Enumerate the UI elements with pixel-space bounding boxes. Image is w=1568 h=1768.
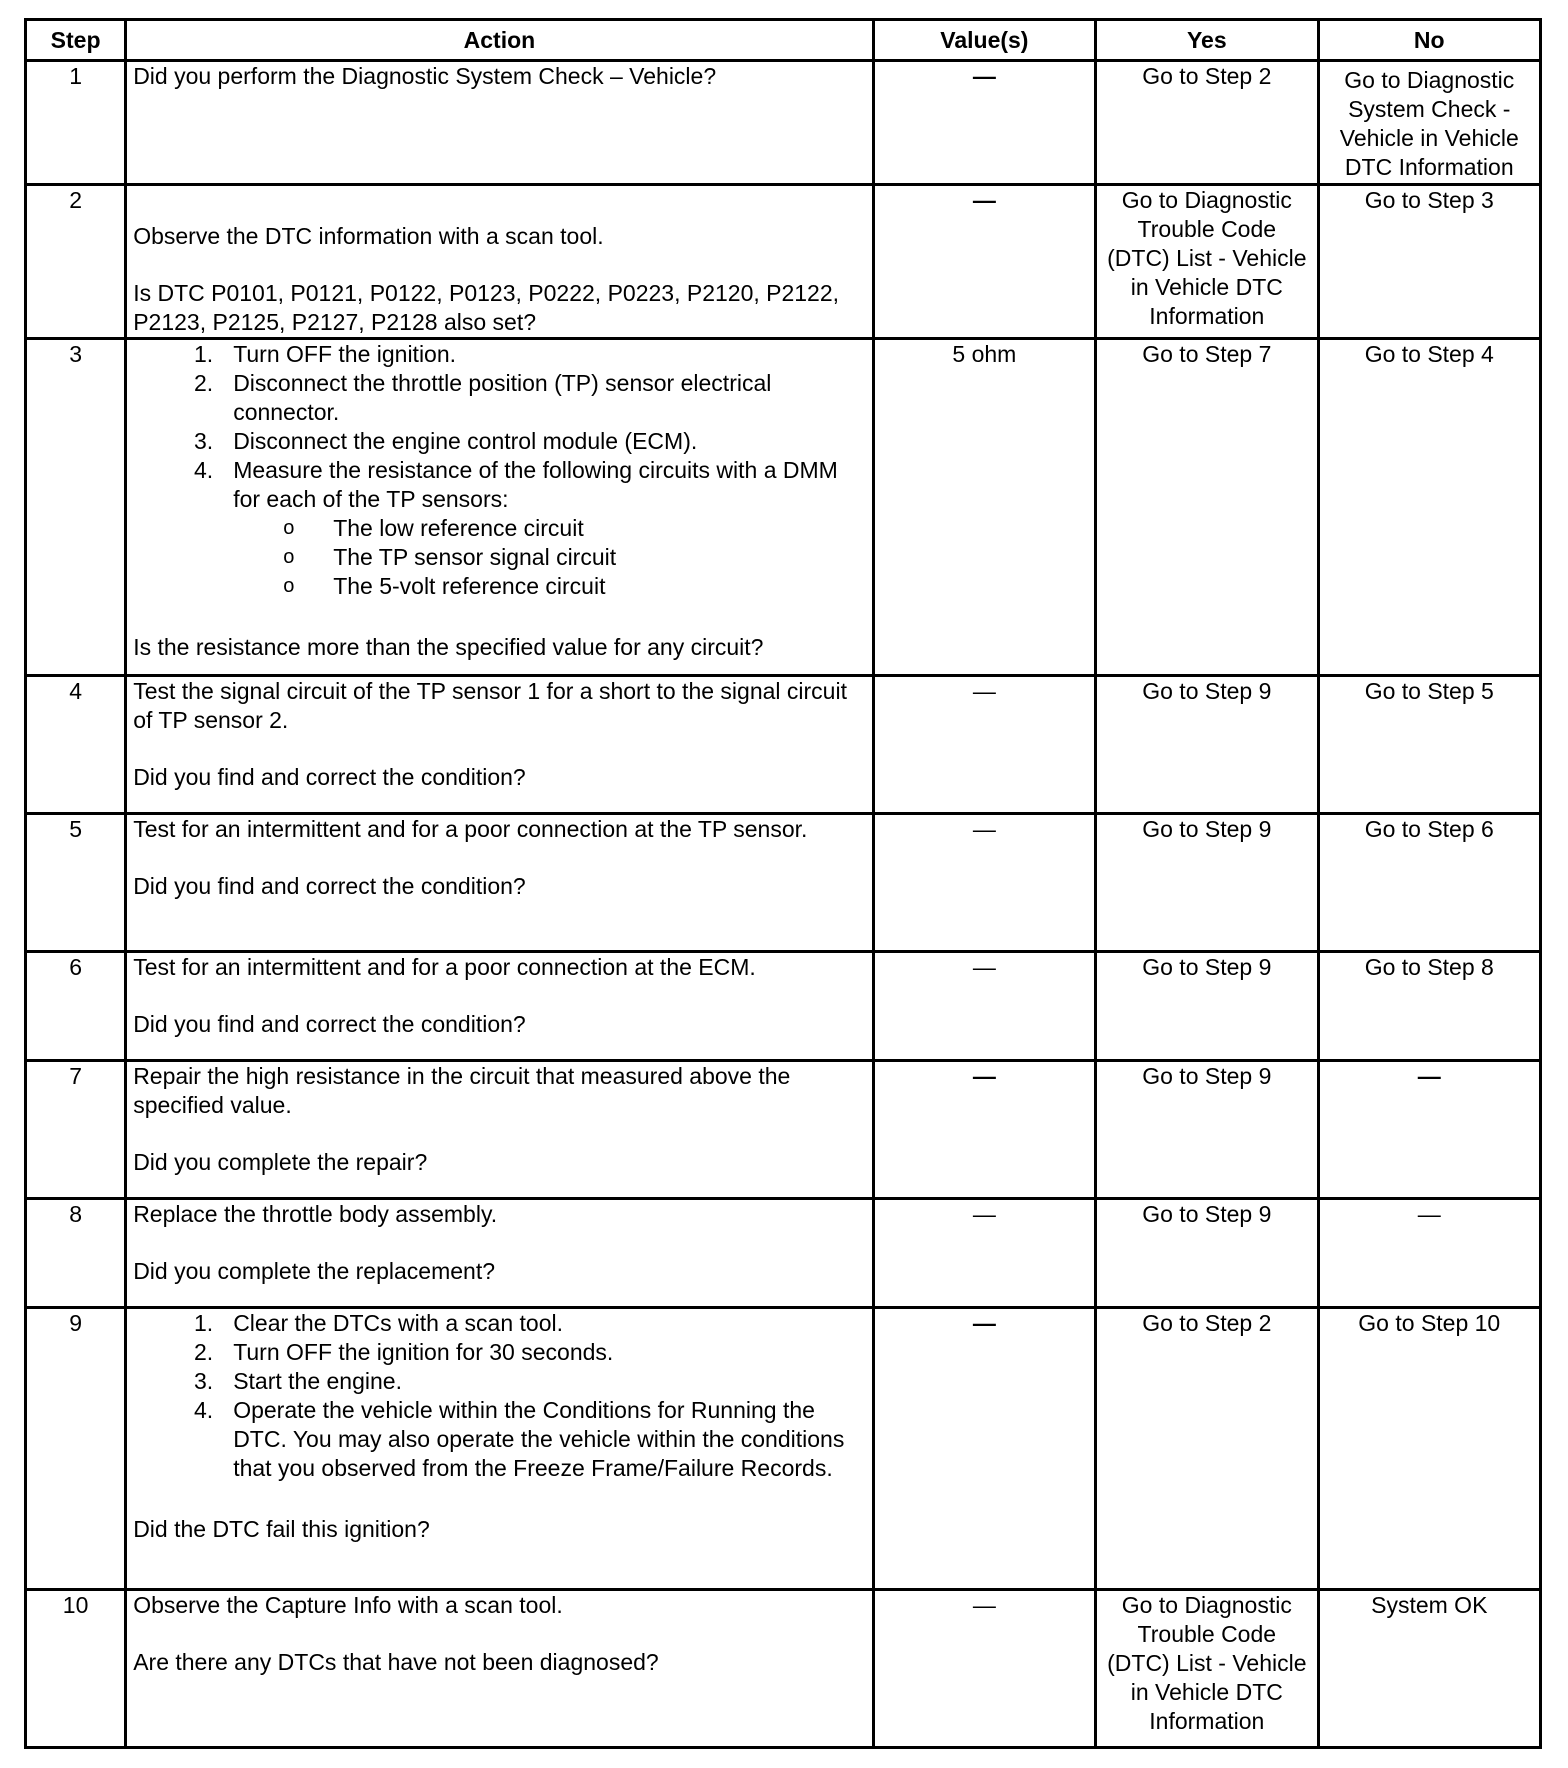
no-cell: System OK — [1318, 1590, 1540, 1748]
header-step: Step — [26, 20, 126, 61]
list-item-text: Measure the resistance of the following circuits with a DMM for each of the TP sensors: — [233, 457, 838, 512]
sublist-item: o The TP sensor signal circuit — [333, 543, 865, 572]
no-cell: Go to Step 4 — [1318, 339, 1540, 676]
table-row-step-10 — [26, 1590, 1541, 1748]
header-row — [26, 20, 1541, 61]
value-cell: — — [873, 1590, 1095, 1748]
step-number: 10 — [26, 1590, 126, 1748]
action-text: Observe the DTC information with a scan tool. — [133, 223, 604, 249]
action-question: Did you complete the replacement? — [133, 1258, 495, 1284]
action-cell — [126, 676, 873, 814]
action-cell — [126, 952, 873, 1061]
circuit-sublist — [233, 514, 865, 601]
no-cell: — — [1318, 1061, 1540, 1199]
step-number: 4 — [26, 676, 126, 814]
action-question: Did you complete the repair? — [133, 1149, 428, 1175]
procedure-list — [133, 1309, 865, 1483]
action-cell — [126, 1061, 873, 1199]
yes-cell: Go to Step 7 — [1096, 339, 1318, 676]
step-number: 5 — [26, 814, 126, 952]
list-item: Turn OFF the ignition. — [233, 341, 457, 367]
table-row-step-1 — [26, 61, 1541, 185]
step-number: 9 — [26, 1308, 126, 1590]
value-cell: — — [873, 1199, 1095, 1308]
action-text: Replace the throttle body assembly. — [133, 1201, 498, 1227]
action-cell — [126, 61, 873, 185]
no-cell: Go to Step 8 — [1318, 952, 1540, 1061]
step-number: 6 — [26, 952, 126, 1061]
action-question: Did the DTC fail this ignition? — [133, 1516, 430, 1542]
list-item: Operate the vehicle within the Conditions for Running the DTC. You may also operate the vehicle within the conditions that you observed from the Freeze Frame/Failure Records. — [233, 1397, 845, 1481]
yes-cell: Go to Diagnostic Trouble Code (DTC) List - Vehicle in Vehicle DTC Information — [1096, 1590, 1318, 1748]
action-cell — [126, 339, 873, 676]
action-question: Are there any DTCs that have not been diagnosed? — [133, 1649, 659, 1675]
yes-cell: Go to Step 9 — [1096, 1061, 1318, 1199]
no-cell: Go to Diagnostic System Check - Vehicle in Vehicle DTC Information — [1318, 61, 1540, 185]
header-action: Action — [126, 20, 873, 61]
value-cell: — — [873, 814, 1095, 952]
sublist-item: o The 5-volt reference circuit — [333, 572, 865, 601]
step-number: 1 — [26, 61, 126, 185]
list-item: Disconnect the engine control module (ECM). — [233, 428, 698, 454]
table-row-step-3 — [26, 339, 1541, 676]
table-row-step-4 — [26, 676, 1541, 814]
step-number: 3 — [26, 339, 126, 676]
yes-cell: Go to Step 2 — [1096, 1308, 1318, 1590]
value-cell: — — [873, 1308, 1095, 1590]
action-cell — [126, 1590, 873, 1748]
value-cell: — — [873, 952, 1095, 1061]
table-row-step-5 — [26, 814, 1541, 952]
no-cell: Go to Step 10 — [1318, 1308, 1540, 1590]
yes-cell: Go to Step 9 — [1096, 814, 1318, 952]
value-cell: — — [873, 61, 1095, 185]
action-question: Did you find and correct the condition? — [133, 764, 526, 790]
diagnostic-table — [24, 18, 1542, 1749]
no-cell: Go to Step 6 — [1318, 814, 1540, 952]
action-cell — [126, 814, 873, 952]
value-cell: — — [873, 1061, 1095, 1199]
action-question: Did you find and correct the condition? — [133, 873, 526, 899]
table-row-step-7 — [26, 1061, 1541, 1199]
header-values: Value(s) — [873, 20, 1095, 61]
sublist-item: o The low reference circuit — [333, 514, 865, 543]
list-item: Clear the DTCs with a scan tool. — [233, 1310, 563, 1336]
no-cell: Go to Step 5 — [1318, 676, 1540, 814]
action-question: Did you find and correct the condition? — [133, 1011, 526, 1037]
table-row-step-9 — [26, 1308, 1541, 1590]
value-cell: 5 ohm — [873, 339, 1095, 676]
yes-cell: Go to Step 9 — [1096, 676, 1318, 814]
table-row-step-8 — [26, 1199, 1541, 1308]
step-number: 2 — [26, 185, 126, 339]
step-number: 8 — [26, 1199, 126, 1308]
action-text: Test for an intermittent and for a poor connection at the TP sensor. — [133, 816, 808, 842]
action-question: Is the resistance more than the specified value for any circuit? — [133, 634, 764, 660]
action-text: Repair the high resistance in the circuit that measured above the specified value. — [133, 1063, 791, 1118]
yes-cell: Go to Step 9 — [1096, 952, 1318, 1061]
no-cell: Go to Step 3 — [1318, 185, 1540, 339]
list-item: Disconnect the throttle position (TP) sensor electrical connector. — [233, 370, 772, 425]
action-cell — [126, 185, 873, 339]
yes-cell: Go to Step 2 — [1096, 61, 1318, 185]
value-cell: — — [873, 676, 1095, 814]
action-cell — [126, 1199, 873, 1308]
header-yes: Yes — [1096, 20, 1318, 61]
action-text: Test for an intermittent and for a poor connection at the ECM. — [133, 954, 756, 980]
value-cell: — — [873, 185, 1095, 339]
procedure-list — [133, 340, 865, 601]
action-text: Test the signal circuit of the TP sensor 1 for a short to the signal circuit of TP sensor 2. — [133, 678, 847, 733]
list-item — [233, 456, 865, 601]
step-number: 7 — [26, 1061, 126, 1199]
action-cell — [126, 1308, 873, 1590]
action-text: Did you perform the Diagnostic System Check – Vehicle? — [133, 63, 717, 89]
no-cell: — — [1318, 1199, 1540, 1308]
action-text: Observe the Capture Info with a scan tool. — [133, 1592, 563, 1618]
list-item: Turn OFF the ignition for 30 seconds. — [233, 1339, 614, 1365]
table-row-step-2 — [26, 185, 1541, 339]
yes-cell: Go to Diagnostic Trouble Code (DTC) List - Vehicle in Vehicle DTC Information — [1096, 185, 1318, 339]
list-item: Start the engine. — [233, 1368, 402, 1394]
yes-cell: Go to Step 9 — [1096, 1199, 1318, 1308]
header-no: No — [1318, 20, 1540, 61]
action-question: Is DTC P0101, P0121, P0122, P0123, P0222, P0223, P2120, P2122, P2123, P2125, P2127, P2128 also set? — [133, 280, 840, 335]
table-row-step-6 — [26, 952, 1541, 1061]
